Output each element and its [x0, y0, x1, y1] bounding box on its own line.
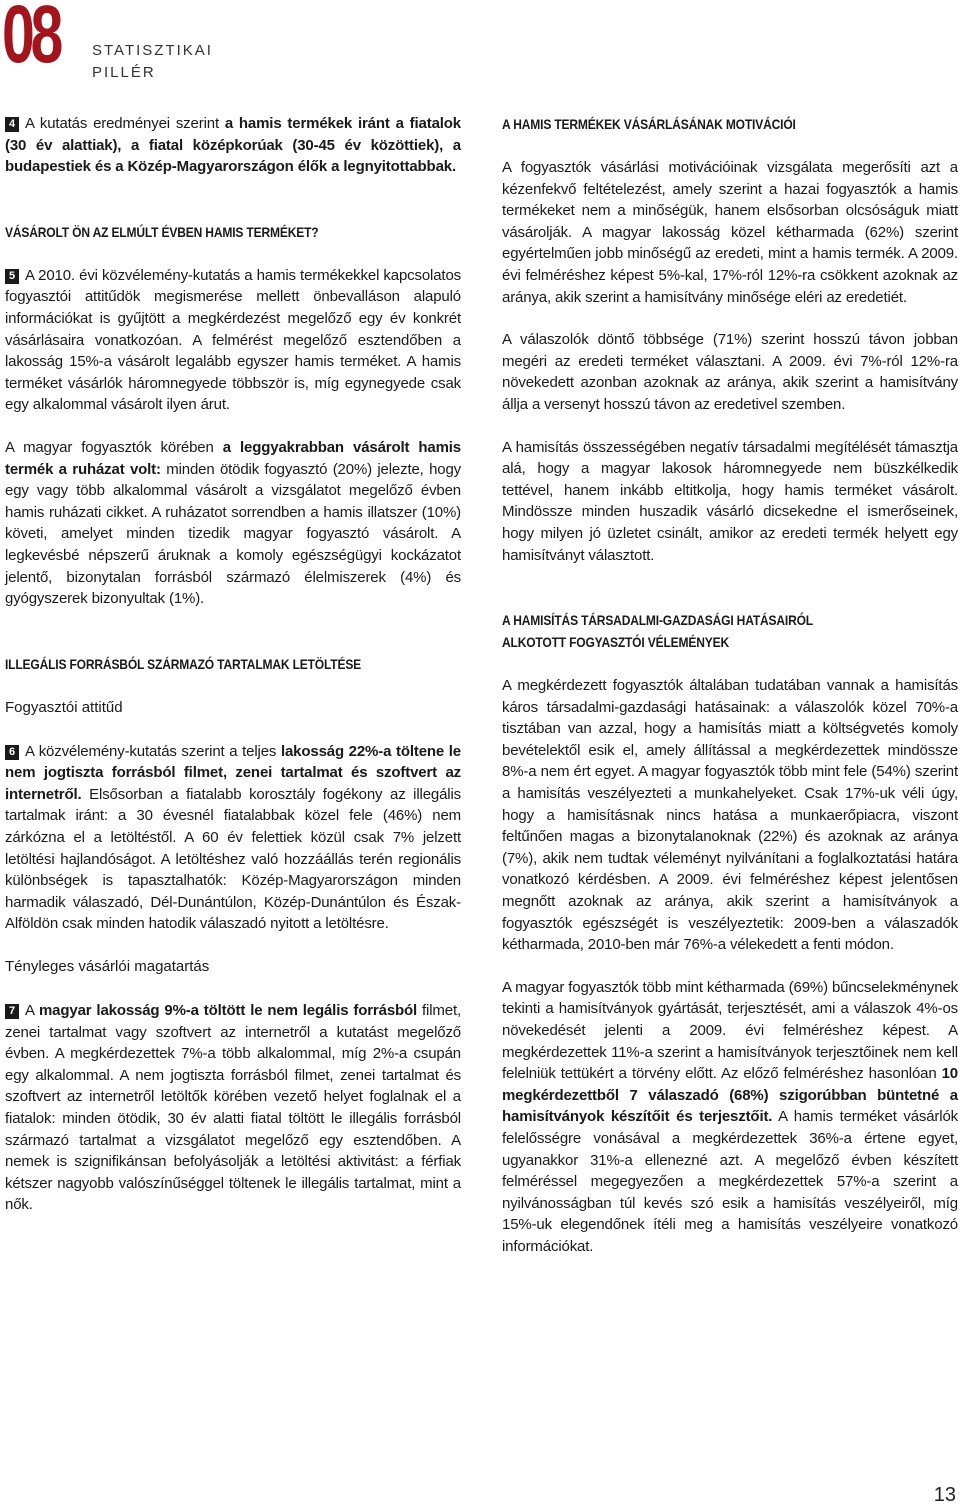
subheading: Tényleges vásárlói magatartás — [5, 958, 210, 976]
bold-text: magyar lakosság 9%-a töltött le nem legális forrásból — [38, 1002, 418, 1020]
bold-text: lakosság 22%-a töltene le nem jogtiszta forrásból filmet, zenei tartalmat és szoftvert az internetről. — [5, 742, 461, 803]
text: Elsősorban a fiatalabb korosztály fogékony az illegális tartalmak iránt: a 30 évesnél fiatalabbak közel fele (46%) nem zárkózna el a letöltéstől. A 60 év felettiek közül csak 7% jelzett letöltési hajlandóságot. A letöltéshez való hozzáállás terén regionális különbségek is tapasztalhatók: Közép-Magyarországon minden harmadik válaszadó, Dél-Dunántúlon, Közép-Dunántúlon és Észak-Alföldön csak minden hatodik válaszadó nyitott a letöltésre. — [5, 785, 461, 933]
text: filmet, zenei tartalmat vagy szoftvert az internetről a kutatást megelőző évben. A megkérdezettek 7%-a több alkalommal, míg 2%-a csupán egy alkalommal. A nem jogtiszta forrásból filmet, zenei tartalmat és szoftvert az internetről letöltők körében vezető helyet foglalnak el a fiatalok: minden ötödik, 30 év alatti fiatal töltött le illegális forrásból származó tartalmat a vizsgálatot megelőző egy esztendőben. A nemek is szignifikánsan befolyásolják a letöltési aktivitást: a férfiak kétszer nagyobb valószínűséggel töltenek le illegális tartalmat, mint a nők. — [5, 1002, 461, 1214]
finding-badge: 4 — [5, 117, 19, 132]
paragraph-economic-effects: A megkérdezett fogyasztók általában tudatában vannak a hamisítás káros társadalmi-gazdasági hatásainak: a válaszolók közel 70%-a tisztában van azzal, hogy a hamisítás miatt a költségvetés komoly bevételektől esik el, amely állítással a megkérdezettek mindössze 8%-a nem ért egyet. A magyar fogyasztók több mint fele (54%) szerint a hamisítás veszélyezteti a munkahelyeket. Csak 17%-uk véli úgy, hogy a hamisításnak nincs hatása a munkaerőpiacra, viszont feltűnően magas a bizonytalanoknak (22%) és azoknak az aránya (7%), akik nem tudtak véleményt nyilvánítani a foglalkoztatási határa vonatkozó kérdésben. A 2009. évi felméréshez képest jelentősen megnőtt azoknak az aránya, akik szerint a hamisítványok a fogyasztók egészségét is veszélyeztetik: 2009-ben a válaszadók kétharmada, 2010-ben már 76%-a vélekedett a fenti módon. — [502, 677, 958, 954]
paragraph-crime-opinion — [502, 977, 958, 1258]
section-heading-line1: A HAMISÍTÁS TÁRSADALMI-GAZDASÁGI HATÁSAIRÓL — [502, 612, 813, 629]
text: A kutatás eredményei szerint — [24, 115, 225, 132]
bold-text: a hamis termékek iránt a fiatalok (30 év alattiak), a fiatal középkorúak (30-45 év közöttiek), a budapestiek és a Közép-Magyarországon élők a legnyitottabbak. — [5, 115, 461, 176]
subheading: Fogyasztói attitűd — [5, 698, 123, 716]
chapter-number: 08 — [2, 0, 60, 80]
finding-badge: 6 — [5, 745, 19, 760]
finding-badge: 5 — [5, 269, 19, 284]
chapter-title-line1: STATISZTIKAI — [92, 42, 213, 59]
section-heading: A HAMIS TERMÉKEK VÁSÁRLÁSÁNAK MOTIVÁCIÓI — [502, 116, 796, 132]
paragraph-motivation: A fogyasztók vásárlási motivációinak vizsgálata megerősíti azt a kézenfekvő feltételezést, amely szerint a hazai fogyasztók a hamis termékeket nem a minőségük, hanem elsősorban olcsóságuk miatt vásárolják. A magyar lakosság közel kétharmada (62%) szerint egyértelműen jobb minőségű az eredeti, mint a hamis termék. A 2009. évi felméréshez képest 5%-kal, 17%-ról 12%-ra csökkent azoknak az aránya, akik szerint a hamisítvány minősége eléri az eredetiét. — [502, 159, 958, 306]
section-heading: ILLEGÁLIS FORRÁSBÓL SZÁRMAZÓ TARTALMAK LETÖLTÉSE — [5, 655, 362, 672]
chapter-title-line2: PILLÉR — [92, 64, 156, 81]
text: A — [24, 1002, 39, 1020]
bold-text: 10 megkérdezettből 7 válaszadó (68%) szigorúbban büntetné a hamisítványok készítőit és terjesztőit. — [502, 1065, 958, 1126]
bold-text: a leggyakrabban vásárolt hamis termék a ruházat volt: — [5, 438, 461, 478]
paragraph-finding-5 — [5, 265, 461, 416]
finding-badge: 7 — [5, 1004, 19, 1019]
paragraph-finding-4 — [5, 113, 461, 178]
paragraph-social-judgement: A hamisítás összességében negatív társadalmi megítélését támasztja alá, hogy a magyar lakosok háromnegyede nem büszkélkedik tettével, hanem inkább eltitkolja, hogy hamis terméket vásárolt. Mindössze minden huszadik vásárló dicsekedne el ismerőseinek, hogy milyen jó üzletet csinált, amikor az eredeti termék helyett egy hamisítványt választott. — [502, 438, 958, 564]
text: A magyar fogyasztók körében — [5, 438, 223, 456]
section-heading: VÁSÁROLT ÖN AZ ELMÚLT ÉVBEN HAMIS TERMÉKET? — [5, 223, 319, 240]
paragraph-finding-7 — [5, 1000, 461, 1216]
page-number: 13 — [933, 1484, 956, 1506]
text: A 2010. évi közvélemény-kutatás a hamis termékekkel kapcsolatos fogyasztói attitűdök megismerése mellett önbevalláson alapuló információkat is gyűjtött a megkérdezést megelőző egy év konkrét vásárlásaira vonatkozóan. A felmérést megelőző esztendőben a lakosság 15%-a vásárolt legalább egyszer hamis terméket. A hamis terméket vásárlók háromnegyede többször is, míg egynegyede csak egy alkalommal vásárolt ilyen árut. — [5, 266, 461, 414]
right-column — [502, 113, 958, 1258]
paragraph-long-term: A válaszolók döntő többsége (71%) szerint hosszú távon jobban megéri az eredeti terméket választani. A 2009. évi 7%-ról 12%-ra növekedett azonban azoknak az aránya, akik szerint a hamisítvány állja a versenyt hosszú távon az eredetivel szemben. — [502, 331, 958, 413]
paragraph-clothing — [5, 437, 461, 610]
paragraph-finding-6 — [5, 741, 461, 935]
text: A közvélemény-kutatás szerint a teljes — [24, 742, 281, 760]
chapter-title — [92, 40, 213, 84]
left-column — [5, 113, 461, 1216]
section-heading-line2: ALKOTOTT FOGYASZTÓI VÉLEMÉNYEK — [502, 634, 729, 651]
text: A hamis terméket vásárlók felelősségre vonásával a megkérdezettek 36%-a értene egyet, ugyanakkor 31%-a ellenezné azt. A megelőző évben készített felméréssel megegyezően a megkérdezettek 57%-a szerint a nyilvánosságban túl kevés szó esik a hamisítás veszélyeiről, míg 15%-uk elegendőnek ítéli meg a hamisítás veszélyeire vonatkozó információkat. — [502, 1108, 958, 1255]
text: minden ötödik fogyasztó (20%) jelezte, hogy egy vagy több alkalommal vásárolt a vizsgálatot megelőző évben hamis ruházati cikket. A ruházatot sorrendben a hamis illatszer (10%) követi, amelyet minden tizedik magyar fogyasztó vásárolt. A legkevésbé népszerű áruknak a komoly egészségügyi kockázatot jelentő, bizonytalan forrásból származó élelmiszerek (4%) és gyógyszerek bizonyultak (1%). — [5, 460, 462, 608]
text: A magyar fogyasztók több mint kétharmada (69%) bűncselekménynek tekinti a hamisítványok gyártását, terjesztését, ami a válaszok 4%-os növekedését jelenti a 2009. évi felméréshez képest. A megkérdezettek 11%-a szerint a hamisítványok terjesztőinek nem kell felelniük tettükért a törvény előtt. Az előző felméréshez hasonlóan — [502, 978, 958, 1083]
